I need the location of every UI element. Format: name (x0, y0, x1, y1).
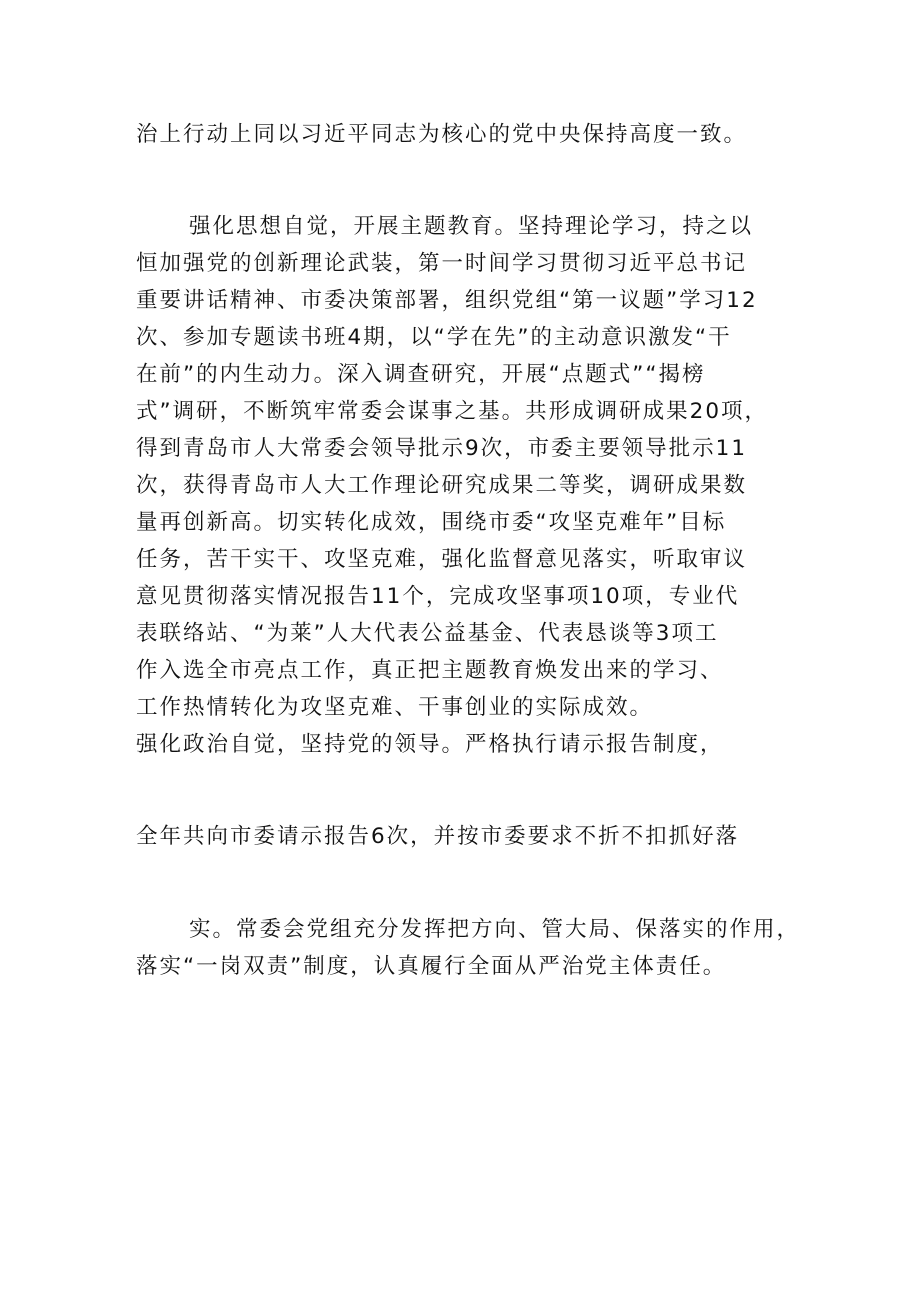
text-line: 表联络站、“为莱”人大代表公益基金、代表恳谈等3项工 (136, 621, 719, 646)
text-line: 量再创新高。切实转化成效，围绕市委“攻坚克难年”目标 (136, 510, 727, 535)
text-line: 落实“一岗双责”制度，认真履行全面从严治党主体责任。 (136, 954, 727, 979)
text-line: 次，获得青岛市人大工作理论研究成果二等奖，调研成果数 (136, 473, 748, 498)
text-line: 治上行动上同以习近平同志为核心的党中央保持高度一致。 (136, 122, 748, 147)
text-line: 恒加强党的创新理论武装，第一时间学习贯彻习近平总书记 (136, 251, 748, 276)
text-line: 得到青岛市人大常委会领导批示9次，市委主要领导批示11 (136, 436, 748, 461)
text-line: 在前”的内生动力。深入调查研究，开展“点题式”“揭榜 (136, 362, 706, 387)
text-line: 次、参加专题读书班4期，以“学在先”的主动意识激发“干 (136, 325, 732, 350)
text-line: 作入选全市亮点工作，真正把主题教育焕发出来的学习、 (136, 658, 724, 683)
text-line: 全年共向市委请示报告6次，并按市委要求不折不扣抓好落 (136, 824, 740, 849)
text-line: 强化政治自觉，坚持党的领导。严格执行请示报告制度， (136, 732, 724, 757)
text-line: 式”调研，不断筑牢常委会谋事之基。共形成调研成果20项， (136, 399, 768, 424)
text-line: 重要讲话精神、市委决策部署，组织党组“第一议题”学习12 (136, 288, 758, 313)
text-line: 任务，苦干实干、攻坚克难，强化监督意见落实，听取审议 (136, 547, 748, 572)
paragraph-first-line: 强化思想自觉，开展主题教育。坚持理论学习，持之以 (189, 214, 754, 239)
paragraph-first-line: 实。常委会党组充分发挥把方向、管大局、保落实的作用， (189, 917, 801, 942)
text-line: 工作热情转化为攻坚克难、干事创业的实际成效。 (136, 695, 654, 720)
text-line: 意见贯彻落实情况报告11个，完成攻坚事项10项，专业代 (136, 584, 740, 609)
